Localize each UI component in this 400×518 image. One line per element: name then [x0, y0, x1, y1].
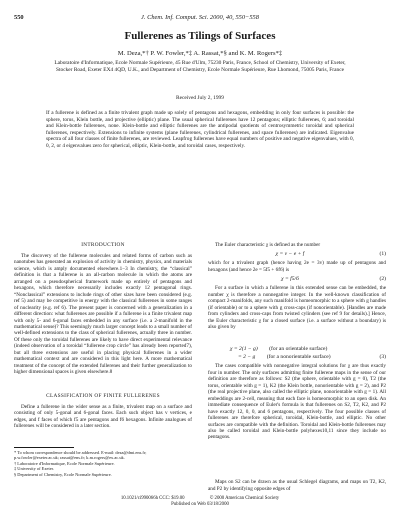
- footnote-rule: [14, 447, 74, 448]
- section-heading-classification: CLASSIFICATION OF FINITE FULLERENES: [46, 393, 160, 399]
- left-column: [14, 242, 192, 477]
- equation-1-body: χ = v − e + f: [275, 251, 305, 258]
- equation-2-number: (2): [379, 276, 386, 283]
- euler-intro: The Euler characteristic χ is defined as the number: [215, 242, 321, 248]
- equation-3b: [208, 353, 386, 361]
- introduction-paragraph: The discovery of the fullerene molecules and related forms of carbon such as nanotubes has generated an explosion of activity in chemistry, physics, and materials science, which is amply documented elsewhere.1−3 In chemistry, the “classical” definition is that a fullerene is an all-carbon molecule in which the atoms are arranged on a pseudospherical framework made up entirely of pentagons and hexagons, which therefore necessarily includes exactly 12 pentagonal rings. “Nonclassical” extensions to include rings of other sizes have been considered (e.g. ref 5) and may be competitive in energy with the classical fullerenes in some ranges of nuclearity (e.g. ref 6). The present paper is concerned with a generalization in a different direction: what fullerenes are possible if a fullerene is a finite trivalent map with only 5- and 6-gonal faces embedded in any surface (i.e. a 2-manifold in the mathematical sense)? This seemingly much larger concept leads to a small number of well-defined extensions to the class of spherical fullerenes, actually three in number. Of these only the toroidal fullerenes are likely to have direct experimental relevance (indeed observation of a toroidal “fullerene crop circle” has already been reported7), but all three extensions are useful in placing physical fullerenes in a wider mathematical context and are considered in this light here. A more mathematical treatment of the concept of the extended fullerenes and their further generalization to higher dimensional spaces is given elsewhere.8: [14, 253, 192, 376]
- running-header: [14, 13, 386, 23]
- equation-1-number: (1): [379, 251, 386, 258]
- page-number: 550: [14, 14, 24, 21]
- doi: 10.1021/ci990066h CCC: $19.00: [120, 496, 185, 501]
- footnote: ‡ University of Exeter.: [14, 466, 54, 472]
- classification-paragraph: Define a fullerene in the wider sense as a finite, trivalent map on a surface and consisting of only 5-gonal and 6-gonal faces. Each such object has v vertices, e edges, and f faces of which f5 are pentagons and f6 hexagons. Infinite analogues of fullerenes will be considered in a later section.: [14, 404, 192, 430]
- copyright: © 2000 American Chemical Society: [209, 496, 280, 501]
- published-date: Published on Web 03/18/2000: [171, 501, 229, 507]
- equation-3a-body: χ = 2(1 − g): [230, 346, 258, 353]
- paragraph-trivalent: which for a trivalent graph (hence having 2e = 3v) made up of pentagons and hexagons (and hence 2e = 5f5 + 6f6) is: [208, 260, 386, 273]
- footnote: * To whom correspondence should be addressed. E-mail: deza@dmi.ens.fr; p.w.fowler@exeter.ac.uk; rassat@ens.fr; k.m.rogers@ex.ac.uk.: [14, 450, 147, 461]
- abstract: If a fullerene is defined as a finite trivalent graph made up solely of pentagons and hexagons, embedding in only four surfaces is possible: the sphere, torus, Klein bottle, and projective (elliptic) plane. The usual spherical fullerenes have 12 pentagons; elliptic fullerenes, 6; and toroidal and Klein-bottle fullerenes, none. Klein-bottle and elliptic fullerenes are the antipodal quotients of centrosymmetric toroidal and spherical fullerenes, respectively. Extensions to infinite systems (plane fullerenes, cylindrical fullerenes, and space fullerenes) are indicated. Eigenvalue spectra of all four classes of finite fullerenes, are reviewed. Leapfrog fullerenes have equal numbers of positive and negative eigenvalues, with 0, 0, 2, or 4 eigenvalues zero for spherical, elliptic, Klein-bottle, and toroidal cases, respectively.: [46, 110, 354, 149]
- equation-3a: [208, 345, 386, 353]
- article-title: Fullerenes as Tilings of Surfaces: [124, 30, 276, 42]
- paragraph-maps: Maps on S2 can be drawn as the usual Schlegel diagrams, and maps on T2, K2, and P2 by identifying opposite edges of: [208, 479, 386, 492]
- equation-3b-condition: (for a nonorientable surface): [266, 354, 331, 361]
- journal-citation: J. Chem. Inf. Comput. Sci. 2000, 40, 550−558: [141, 14, 259, 21]
- footnote: § Department of Chemistry, Ecole Normale Supérieure.: [14, 471, 112, 477]
- paragraph-surfaces: The cases compatible with nonnegative integral solutions for χ are thus exactly four in number. The only surfaces admitting finite fullerene maps in the sense of our definition are therefore as follows: S2 (the sphere, orientable with g = 0), T2 (the torus, orientable with g = 1), K2 (the Klein bottle, nonorientable with g = 2), and P2 (the real projective plane, also called the elliptic plane, nonorientable with g = 1). All embeddings are 2-cell, meaning that each face is homeomorphic to an open disk. An immediate consequence of Euler's formula is that fullerenes on S2, T2, K2, and P2 have exactly 12, 0, 0, and 6 pentagons, respectively. The four possible classes of fullerenes are therefore spherical, toroidal, Klein-bottle, and elliptic. No other surfaces are compatible with the definition. Toroidal and Klein-bottle fullerenes may also be called toroidal and Klein-bottle polyhexes10,11 since they include no pentagons.: [208, 363, 386, 441]
- equation-2-body: χ = f5/6: [281, 276, 299, 283]
- equation-3a-condition: (for an orientable surface): [269, 346, 328, 353]
- page-footer: [0, 496, 400, 508]
- affiliations: Laboratoire d'Informatique, Ecole Normale Supérieure, 45 Rue d'Ulm, 75230 Paris, France, School of Chemistry, University of Exeter, Stocker Road, Exeter EX4 4QD, U.K., and Department of Chemistry, Ecole Normale Supérieure, Rue Lhomond, 75005 Paris, France: [54, 60, 346, 74]
- equation-1: [208, 250, 386, 258]
- section-heading-introduction: INTRODUCTION: [81, 242, 125, 248]
- equation-3b-body: = 2 − g: [238, 354, 256, 361]
- author-list: M. Deza,*† P. W. Fowler,*‡ A. Rassat,*§ and K. M. Rogers*‡: [117, 50, 283, 57]
- equation-3-number: (3): [379, 354, 386, 361]
- paragraph-manifolds: For a surface in which a fullerene in this extended sense can be embedded, the number χ is therefore a nonnegative integer. In the well-known classification of compact 2-manifolds, any such manifold is homeomorphic to a sphere with g handles (if orientable) or to a sphere with g cross-caps (if nonorientable). [Handles are made from cylinders and cross-caps from twisted cylinders (see ref 9 for details).] Hence, the Euler characteristic χ for a closed surface (i.e. a surface without a boundary) is also given by: [208, 285, 386, 331]
- footnote: † Laboratoire d'Informatique, Ecole Normale Supérieure.: [14, 460, 115, 466]
- equation-2: [208, 275, 386, 283]
- received-date: Received July 2, 1999: [176, 95, 224, 101]
- right-column: [208, 242, 386, 492]
